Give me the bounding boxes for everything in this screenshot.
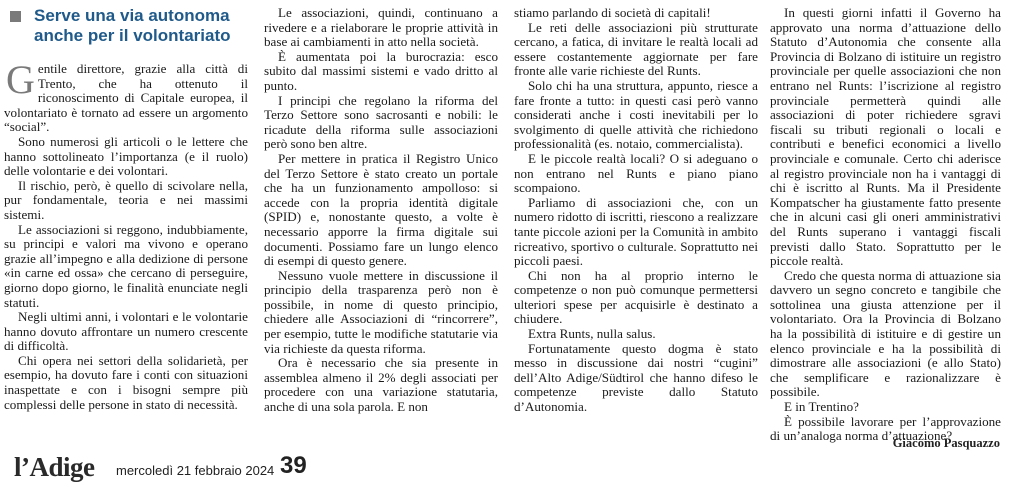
paragraph: Ora è necessario che sia presente in assemblea almeno il 2% degli associati per procedere con una variazione statutaria, anche di una sola parola. E non <box>264 355 498 415</box>
paragraph: È aumentata poi la burocrazia: esco subito dal massimi sistemi e vado dritto al punto. <box>264 48 498 93</box>
article-column-1 <box>4 57 248 412</box>
paragraph: Gentile direttore, grazie alla città di Trento, che ha ottenuto il riconoscimento di Capitale europea, il volontariato è tornato ad essere un argomento “social”. <box>4 57 248 135</box>
article-column-4 <box>770 6 1001 444</box>
paragraph: Chi non ha al proprio interno le competenze o non può comunque permettersi ulteriori spese per acquisirle è destinato a chiudere. <box>514 267 758 327</box>
paragraph: I principi che regolano la riforma del Terzo Settore sono sacrosanti e nobili: le ricadute della riforma sulle associazioni però sono ben altre. <box>264 92 498 152</box>
paragraph: Per mettere in pratica il Registro Unico del Terzo Settore è stato creato un portale che ha un funzionamento ampolloso: si accede con la propria identità digitale (SPID) e, nonostante questo, a volte è necessario apporre la firma digitale sui documenti. Possiamo fare un lungo elenco di esempi di questo genere. <box>264 150 498 269</box>
paragraph: Fortunatamente questo dogma è stato messo in discussione dai nostri “cugini” dell’Alto Adige/Südtirol che hanno difeso le competenze previste dallo Statuto d’Autonomia. <box>514 340 758 415</box>
paragraph: Extra Runts, nulla salus. <box>528 326 656 342</box>
page-number: 39 <box>280 452 307 479</box>
paragraph: Solo chi ha una struttura, appunto, riesce a fare fronte a tutto: in questi casi però vanno considerati anche i costi inevitabili per lo svolgimento di quelle attività che richiedono professionalità (es. notaio, commercialista). <box>514 77 758 152</box>
newspaper-logo: l’Adige <box>14 452 95 482</box>
paragraph: stiamo parlando di società di capitali! <box>514 5 711 20</box>
paragraph: Sono numerosi gli articoli o le lettere che hanno sottolineato l’importanza (e il ruolo) delle volontarie e dei volontari. <box>4 133 248 179</box>
page-footer <box>0 450 1023 494</box>
headline-square-icon <box>10 11 21 22</box>
paragraph: Le reti delle associazioni più strutturate cercano, a fatica, di invitare le realtà locali ad essere costantemente aggiornate per fare fronte alle varie richieste del Runts. <box>514 19 758 79</box>
paragraph: Parliamo di associazioni che, con un numero ridotto di iscritti, riescono a realizzare tante piccole azioni per la Comunità in ambito ricreativo, sportivo o culturale. Soprattutto nei piccoli paesi. <box>514 194 758 269</box>
paragraph: E in Trentino? <box>784 399 859 415</box>
paragraph: È possibile lavorare per l’approvazione di un’analoga norma d’attuazione? <box>770 413 1001 444</box>
paragraph: Chi opera nei settori della solidarietà, per esempio, ha dovuto fare i conti con situazioni inaspettate e con i bisogni sempre più complessi delle persone in stato di necessità. <box>4 352 248 412</box>
paragraph: Nessuno vuole mettere in discussione il principio della trasparenza però non è possibile, in nome di questo principio, chiedere alle Associazioni di “rincorrere”, per esempio, tutte le modifiche statutarie via via richieste da questa riforma. <box>264 267 498 356</box>
article-author: Giacomo Pasquazzo <box>892 436 1000 450</box>
paragraph: Negli ultimi anni, i volontari e le volontarie hanno dovuto affrontare un numero crescente di difficoltà. <box>4 309 248 354</box>
paragraph: Le associazioni si reggono, indubbiamente, su principi e valori ma vivono e operano grazie all’impegno e alla dedizione di persone «in carne ed ossa» che cercano di perseguire, giorno dopo giorno, le finalità enunciate negli statuti. <box>4 221 248 310</box>
paragraph: Credo che questa norma di attuazione sia davvero un segno concreto e tangibile che sottolinea una giusta attenzione per il volontariato. Ora la Provincia di Bolzano ha la possibilità di istituire e di gestire un elenco provinciale e ha la possibilità di dimostrare alle associazioni (e allo Stato) che semplificare e razionalizzare è possibile. <box>770 267 1001 400</box>
paragraph: Le associazioni, quindi, continuano a rivedere e a rielaborare le proprie attività in base ai cambiamenti in atto nella società. <box>264 5 498 50</box>
article-headline: Serve una via autonoma anche per il volontariato <box>34 6 231 45</box>
issue-date: mercoledì 21 febbraio 2024 <box>116 463 275 478</box>
paragraph: Il rischio, però, è quello di scivolare nella, pur fondamentale, teoria e nei massimi sistemi. <box>4 177 248 222</box>
article-column-3 <box>514 6 758 415</box>
drop-cap: G <box>6 57 35 102</box>
article-column-2 <box>264 6 498 415</box>
paragraph: In questi giorni infatti il Governo ha approvato una norma d’attuazione dello Statuto d’Autonomia che consente alla Provincia di Bolzano di istituire un registro provinciale per quelle associazioni che non entrano nel Runts: l’iscrizione al registro provinciale permetterà quindi alle associazioni di poter richiedere sgravi fiscali su tributi regionali o locali e contributi e benefici economici a livello provinciale e comunale. Certo chi aderisce al registro provinciale non ha i vantaggi di chi è iscritto al Runts. Ma il Presidente Kompatscher ha giustamente fatto presente che in alcuni casi gli oneri amministrativi del Runts superano i vantaggi fiscali previsti dallo Stato. Soprattutto per le piccole realtà. <box>770 5 1001 269</box>
paragraph: E le piccole realtà locali? O si adeguano o non entrano nel Runts e piano piano scompaiono. <box>514 150 758 196</box>
